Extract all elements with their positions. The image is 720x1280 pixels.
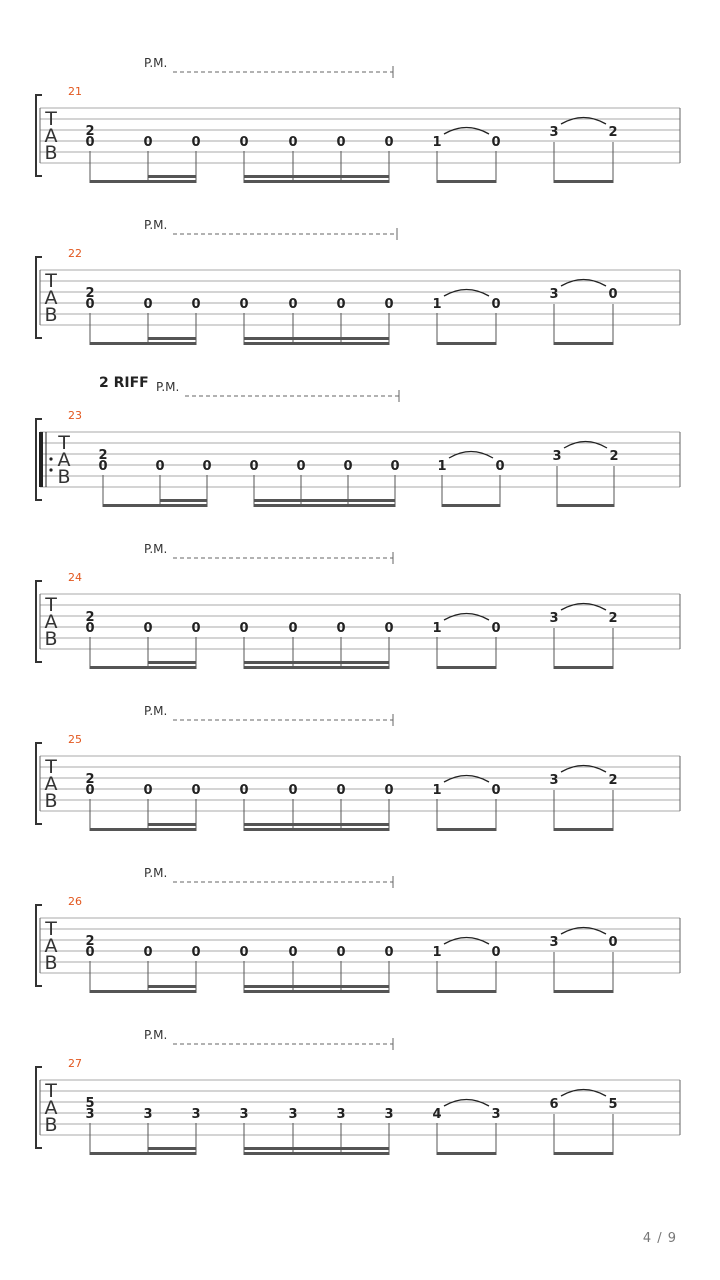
tie-arc (561, 280, 606, 287)
fret-number: 0 (85, 783, 95, 798)
fret-number: 0 (495, 459, 505, 474)
note-beam (437, 342, 496, 345)
fret-number: 0 (143, 135, 153, 150)
note-beam (148, 823, 196, 826)
tab-letter: T (58, 432, 70, 454)
tab-letter: T (45, 594, 57, 616)
fret-number: 0 (191, 945, 201, 960)
note-beam (437, 990, 496, 993)
fret-number: 1 (432, 621, 442, 636)
fret-number: 0 (288, 621, 298, 636)
fret-number: 5 (608, 1097, 618, 1112)
fret-number: 0 (191, 297, 201, 312)
note-beam (148, 337, 196, 340)
fret-number: 3 (239, 1107, 249, 1122)
note-beam (90, 828, 196, 831)
tab-letter: T (45, 108, 57, 130)
tab-letter: B (44, 790, 58, 812)
palm-mute-label: P.M. (144, 542, 168, 556)
system-bracket (36, 257, 42, 338)
note-beam (244, 1147, 389, 1150)
note-beam (90, 180, 196, 183)
note-beam (244, 985, 389, 988)
fret-number: 0 (191, 621, 201, 636)
tab-letter: B (44, 304, 58, 326)
fret-number: 0 (191, 135, 201, 150)
palm-mute-label: P.M. (144, 218, 168, 232)
note-beam (437, 666, 496, 669)
fret-number: 3 (491, 1107, 501, 1122)
tab-letter: B (44, 142, 58, 164)
measure-number: 26 (68, 895, 82, 908)
tie-arc (444, 290, 489, 297)
fret-number: 5 (85, 1096, 95, 1111)
note-beam (244, 175, 389, 178)
fret-number: 3 (336, 1107, 346, 1122)
tab-letter: B (44, 1114, 58, 1136)
fret-number: 3 (549, 611, 559, 626)
fret-number: 0 (239, 945, 249, 960)
palm-mute-label: P.M. (144, 704, 168, 718)
tab-system (36, 218, 680, 345)
note-beam (244, 337, 389, 340)
fret-number: 0 (608, 935, 618, 950)
palm-mute-label: P.M. (144, 56, 168, 70)
note-beam (437, 180, 496, 183)
tie-arc (444, 128, 489, 135)
note-beam (442, 504, 500, 507)
fret-number: 3 (549, 125, 559, 140)
tie-arc (444, 1100, 489, 1107)
tab-letter: A (44, 935, 58, 957)
palm-mute-label: P.M. (144, 866, 168, 880)
system-bracket (36, 1067, 42, 1148)
system-bracket (36, 581, 42, 662)
note-beam (160, 499, 207, 502)
fret-number: 3 (85, 1107, 95, 1122)
fret-number: 0 (384, 783, 394, 798)
note-beam (554, 990, 613, 993)
note-beam (554, 828, 613, 831)
fret-number: 3 (549, 773, 559, 788)
fret-number: 0 (85, 621, 95, 636)
fret-number: 0 (608, 287, 618, 302)
fret-number: 0 (491, 135, 501, 150)
fret-number: 0 (249, 459, 259, 474)
fret-number: 1 (432, 297, 442, 312)
fret-number: 0 (239, 783, 249, 798)
system-bracket (36, 95, 42, 176)
fret-number: 0 (98, 459, 108, 474)
fret-number: 2 (85, 610, 95, 625)
fret-number: 2 (609, 449, 619, 464)
fret-number: 0 (491, 621, 501, 636)
repeat-thick-bar (39, 432, 43, 487)
fret-number: 1 (437, 459, 447, 474)
fret-number: 0 (85, 945, 95, 960)
tab-system (36, 56, 680, 183)
measure-number: 21 (68, 85, 82, 98)
tab-system (36, 542, 680, 669)
fret-number: 0 (384, 297, 394, 312)
fret-number: 0 (491, 945, 501, 960)
note-beam (554, 1152, 613, 1155)
palm-mute-label: P.M. (156, 380, 180, 394)
fret-number: 3 (552, 449, 562, 464)
tie-arc (444, 776, 489, 783)
fret-number: 0 (384, 621, 394, 636)
repeat-dot (49, 457, 52, 460)
note-beam (90, 990, 196, 993)
fret-number: 0 (288, 945, 298, 960)
system-bracket (36, 743, 42, 824)
tie-arc (561, 118, 606, 125)
tab-letter: T (45, 918, 57, 940)
fret-number: 0 (288, 297, 298, 312)
fret-number: 0 (296, 459, 306, 474)
fret-number: 3 (288, 1107, 298, 1122)
fret-number: 2 (85, 286, 95, 301)
note-beam (557, 504, 614, 507)
measure-number: 23 (68, 409, 82, 422)
tie-arc (444, 614, 489, 621)
fret-number: 1 (432, 783, 442, 798)
tie-arc (444, 938, 489, 945)
note-beam (244, 666, 389, 669)
note-beam (554, 666, 613, 669)
fret-number: 2 (85, 772, 95, 787)
note-beam (244, 1152, 389, 1155)
fret-number: 3 (549, 287, 559, 302)
note-beam (244, 828, 389, 831)
fret-number: 6 (549, 1097, 559, 1112)
section-label: 2 RIFF (99, 375, 149, 391)
tie-arc (561, 928, 606, 935)
note-beam (244, 990, 389, 993)
fret-number: 0 (336, 783, 346, 798)
tab-letter: A (44, 287, 58, 309)
fret-number: 3 (191, 1107, 201, 1122)
tab-letter: T (45, 270, 57, 292)
fret-number: 2 (85, 934, 95, 949)
tab-letter: A (44, 1097, 58, 1119)
note-beam (103, 504, 207, 507)
note-beam (244, 180, 389, 183)
note-beam (437, 828, 496, 831)
fret-number: 0 (384, 945, 394, 960)
fret-number: 0 (202, 459, 212, 474)
fret-number: 1 (432, 135, 442, 150)
measure-number: 22 (68, 247, 82, 260)
note-beam (437, 1152, 496, 1155)
tab-letter: A (57, 449, 71, 471)
fret-number: 3 (549, 935, 559, 950)
note-beam (148, 1147, 196, 1150)
fret-number: 3 (384, 1107, 394, 1122)
palm-mute-label: P.M. (144, 1028, 168, 1042)
tab-letter: A (44, 773, 58, 795)
repeat-dot (49, 468, 52, 471)
fret-number: 0 (239, 135, 249, 150)
fret-number: 3 (143, 1107, 153, 1122)
tab-system (36, 704, 680, 831)
tie-arc (449, 452, 493, 459)
page-number: 4 / 9 (642, 1231, 677, 1246)
note-beam (148, 985, 196, 988)
system-bracket (36, 905, 42, 986)
fret-number: 2 (608, 125, 618, 140)
fret-number: 0 (85, 297, 95, 312)
tab-letter: B (44, 952, 58, 974)
note-beam (244, 823, 389, 826)
fret-number: 0 (384, 135, 394, 150)
fret-number: 0 (288, 135, 298, 150)
fret-number: 0 (491, 783, 501, 798)
tie-arc (561, 604, 606, 611)
fret-number: 0 (390, 459, 400, 474)
measure-number: 27 (68, 1057, 82, 1070)
fret-number: 0 (191, 783, 201, 798)
fret-number: 0 (239, 621, 249, 636)
tab-letter: B (57, 466, 71, 488)
fret-number: 0 (491, 297, 501, 312)
fret-number: 0 (155, 459, 165, 474)
fret-number: 2 (608, 611, 618, 626)
note-beam (244, 661, 389, 664)
note-beam (254, 499, 395, 502)
note-beam (148, 175, 196, 178)
note-beam (148, 661, 196, 664)
fret-number: 0 (85, 135, 95, 150)
note-beam (244, 342, 389, 345)
measure-number: 25 (68, 733, 82, 746)
note-beam (90, 666, 196, 669)
tab-system (36, 375, 680, 507)
fret-number: 0 (343, 459, 353, 474)
tab-letter: A (44, 125, 58, 147)
tab-system (36, 866, 680, 993)
note-beam (90, 1152, 196, 1155)
fret-number: 0 (288, 783, 298, 798)
fret-number: 0 (336, 621, 346, 636)
measure-number: 24 (68, 571, 82, 584)
note-beam (554, 180, 613, 183)
tab-letter: A (44, 611, 58, 633)
tab-letter: T (45, 1080, 57, 1102)
fret-number: 1 (432, 945, 442, 960)
tie-arc (561, 1090, 606, 1097)
fret-number: 2 (608, 773, 618, 788)
note-beam (254, 504, 395, 507)
fret-number: 4 (432, 1107, 442, 1122)
fret-number: 0 (336, 135, 346, 150)
tab-system (36, 1028, 680, 1155)
tie-arc (564, 442, 607, 449)
fret-number: 2 (85, 124, 95, 139)
fret-number: 0 (143, 945, 153, 960)
note-beam (90, 342, 196, 345)
fret-number: 0 (336, 297, 346, 312)
fret-number: 0 (143, 783, 153, 798)
fret-number: 0 (143, 297, 153, 312)
tab-letter: T (45, 756, 57, 778)
fret-number: 0 (239, 297, 249, 312)
fret-number: 0 (336, 945, 346, 960)
tab-letter: B (44, 628, 58, 650)
tie-arc (561, 766, 606, 773)
fret-number: 2 (98, 448, 108, 463)
note-beam (554, 342, 613, 345)
fret-number: 0 (143, 621, 153, 636)
